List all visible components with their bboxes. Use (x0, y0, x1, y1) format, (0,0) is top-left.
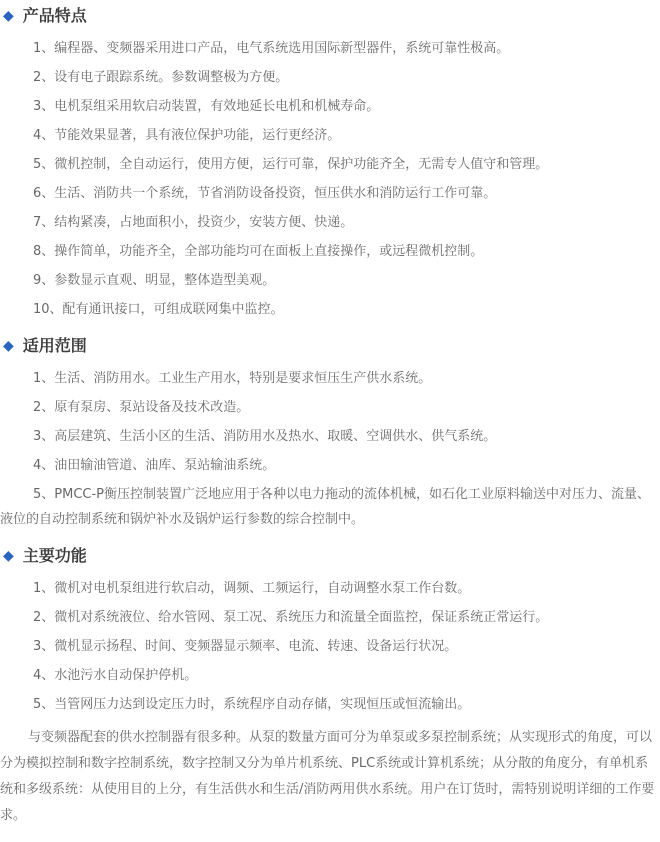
list-item: 4、水池污水自动保护停机。 (33, 668, 198, 683)
list-item: 3、高层建筑、生活小区的生活、消防用水及热水、取暖、空调供水、供气系统。 (33, 429, 497, 444)
section-main-functions (0, 546, 660, 829)
list-item: 2、设有电子跟踪系统。参数调整极为方便。 (33, 70, 289, 85)
scope-list (0, 366, 660, 532)
section-application-scope (0, 336, 660, 532)
section-title (0, 336, 660, 356)
list-item: 7、结构紧凑，占地面积小，投资少，安装方便、快递。 (33, 215, 354, 230)
feature-list (0, 36, 660, 322)
list-item: 3、微机显示扬程、时间、变频器显示频率、电流、转速、设备运行状况。 (33, 639, 458, 654)
list-item: 4、节能效果显著，具有液位保护功能，运行更经济。 (33, 128, 341, 143)
list-item: 5、当管网压力达到设定压力时，系统程序自动存储，实现恒压或恒流输出。 (33, 697, 471, 712)
list-item: 1、编程器、变频器采用进口产品，电气系统选用国际新型器件，系统可靠性极高。 (33, 41, 510, 56)
list-item: 10、配有通讯接口，可组成联网集中监控。 (33, 302, 284, 317)
diamond-icon: ◆ (3, 8, 14, 24)
list-item: 9、参数显示直观、明显，整体造型美观。 (33, 273, 276, 288)
function-list (0, 576, 660, 717)
section-title (0, 546, 660, 566)
list-item: 5、微机控制，全自动运行，使用方便，运行可靠，保护功能齐全，无需专人值守和管理。 (33, 157, 549, 172)
diamond-icon: ◆ (3, 338, 14, 354)
diamond-icon: ◆ (3, 548, 14, 564)
closing-paragraph: 与变频器配套的供水控制器有很多种。从泵的数量方面可分为单泵或多泵控制系统；从实现形式的角度，可以分为模拟控制和数字控制系统，数字控制又分为单片机系统、PLC系统或计算机系统；从分散的角度分，有单机系统和多级系统：从使用目的上分，有生活供水和生活/消防两用供水系统。用户在订货时，需特别说明详细的工作要求。 (0, 730, 655, 823)
section-title (0, 6, 660, 26)
list-item: 2、原有泵房、泵站设备及技术改造。 (33, 400, 250, 415)
section-title-label: 产品特点 (22, 6, 87, 25)
section-product-features (0, 6, 660, 322)
list-item: 2、微机对系统液位、给水管网、泵工况、系统压力和流量全面监控，保证系统正常运行。 (33, 610, 549, 625)
list-item: 1、微机对电机泵组进行软启动，调频、工频运行，自动调整水泵工作台数。 (33, 581, 471, 596)
list-item: 1、生活、消防用水。工业生产用水，特别是要求恒压生产供水系统。 (33, 371, 432, 386)
list-item: 8、操作简单，功能齐全，全部功能均可在面板上直接操作，或远程微机控制。 (33, 244, 484, 259)
list-item: 3、电机泵组采用软启动装置，有效地延长电机和机械寿命。 (33, 99, 380, 114)
list-item: 6、生活、消防共一个系统，节省消防设备投资，恒压供水和消防运行工作可靠。 (33, 186, 497, 201)
list-item: 5、PMCC-P衡压控制装置广泛地应用于各种以电力拖动的流体机械，如石化工业原料输送中对压力、流量、液位的自动控制系统和锅炉补水及锅炉运行参数的综合控制中。 (0, 487, 651, 527)
list-item: 4、油田输油管道、油库、泵站输油系统。 (33, 458, 276, 473)
section-title-label: 主要功能 (22, 546, 87, 565)
section-title-label: 适用范围 (22, 336, 87, 355)
